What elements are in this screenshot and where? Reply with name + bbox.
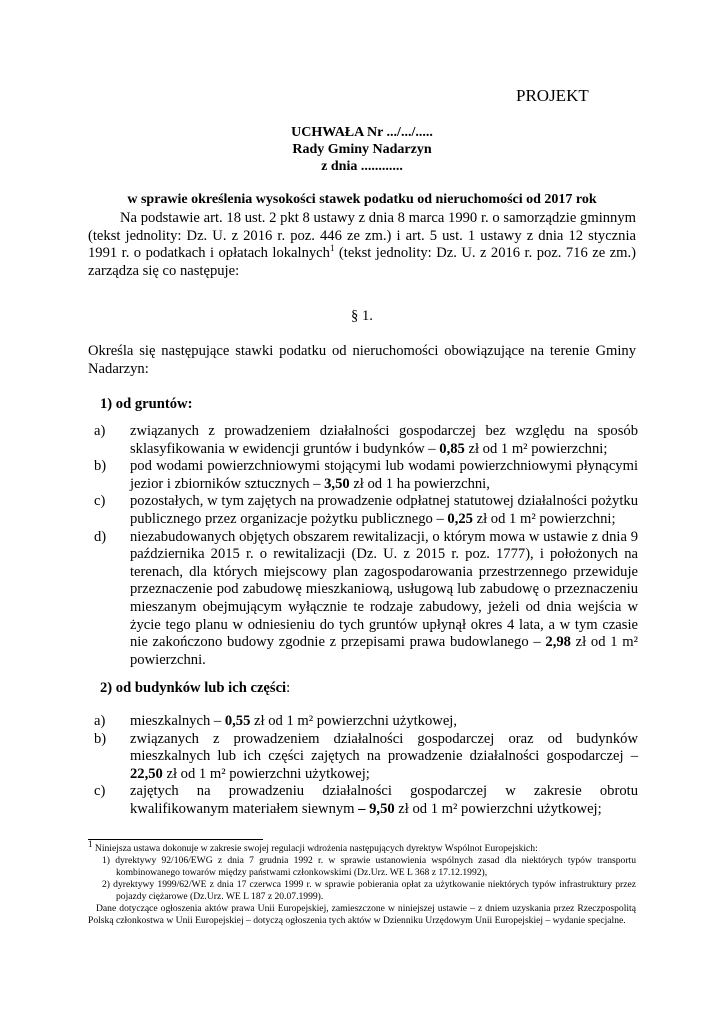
list-item [94, 423, 638, 458]
item-unit: zł od 1 ha powierzchni, [349, 475, 490, 492]
tax-rate: 0,25 [447, 510, 473, 527]
item-text: mieszkalnych – [130, 713, 225, 729]
item-unit: zł od 1 m² powierzchni; [464, 440, 608, 457]
tax-rate: – 9,50 [358, 800, 395, 817]
section-heading-text: 2) od budynków lub ich części [100, 680, 287, 696]
list-marker: d) [94, 528, 107, 545]
item-text: niezabudowanych objętych obszarem rewitalizacji, o którym mowa w ustawie z dnia 9 października 2015 r. o rewitalizacji (Dz. U. z 2015 r. poz. 1777), i położonych na terenach, dla których miejscowy plan zagospodarowania przestrzennego przewiduje przeznaczenie pod zabudowę mieszkaniową, usługową lub zabudowę o przeznaczeniu mieszanym obejmującym wyłącznie te rodzaje zabudowy, jeżeli od dnia wejścia w życie tego planu w odniesieniu do tych gruntów upłynął okres 4 lata, a w tym czasie nie zakończono budowy zgodnie z przepisami prawa budowlanego – [130, 528, 638, 651]
item-text: związanych z prowadzeniem działalności gospodarczej bez względu na sposób sklasyfikowania w ewidencji gruntów i budynków – [130, 423, 638, 457]
paragraph-mark: § 1. [351, 308, 373, 324]
tax-rate: 0,55 [224, 713, 251, 729]
footnote-item: 1) dyrektywy 92/106/EWG z dnia 7 grudnia 1992 r. w sprawie ustanowienia wspólnych zasad dla niektórych typów transportu kombinowanego towarów między państwami członkowskimi (Dz.Urz. WE L 368 z 17.12.1992), [102, 855, 636, 878]
legal-basis-text: Na podstawie art. 18 ust. 2 pkt 8 ustawy z dnia 8 marca 1990 r. o samorządzie gminnym (tekst jednolity: Dz. U. z 2016 r. poz. 446 ze zm.) i art. 5 ust. 1 ustawy z dnia 12 stycznia 1991 r. o podatkach i opłatach lokalnych [88, 210, 636, 262]
item-unit: zł od 1 m² powierzchni użytkowej, [250, 713, 457, 729]
footnote-publication-note: Dane dotyczące ogłoszenia aktów prawa Unii Europejskiej, zamieszczone w niniejszej ustawie – z dniem uzyskania przez Rzeczpospolitą Polską członkostwa w Unii Europejskiej – dotyczą ogłoszenia tych aktów w Dzienniku Urzędowym Unii Europejskiej – wydanie specjalne. [88, 903, 636, 926]
resolution-date: z dnia ............ [321, 159, 403, 174]
item-text: związanych z prowadzeniem działalności gospodarczej oraz od budynków mieszkalnych lub ich części zajętych na prowadzenie działalności gospodarczej – [130, 730, 638, 765]
footnote-item: 2) dyrektywy 1999/62/WE z dnia 17 czerwca 1999 r. w sprawie pobierania opłat za użytkowanie niektórych typów infrastruktury przez pojazdy ciężarowe (Dz.Urz. WE L 187 z 20.07.1999). [102, 879, 636, 902]
list-marker: b) [94, 730, 107, 747]
item-text: pozostałych, w tym zajętych na prowadzenie odpłatnej statutowej działalności pożytku publicznego przez organizacje pożytku publicznego – [130, 493, 638, 527]
resolution-subject: w sprawie określenia wysokości stawek podatku od nieruchomości od 2017 rok [127, 192, 597, 207]
footnote-reference: 1 [329, 243, 335, 254]
tax-rate: 22,50 [130, 765, 163, 782]
lead-paragraph: Określa się następujące stawki podatku od nieruchomości obowiązujące na terenie Gminy Nadarzyn: [88, 343, 636, 377]
resolution-number: UCHWAŁA Nr .../.../..... [291, 125, 433, 140]
building-rates-list [94, 713, 638, 819]
footnote [88, 838, 636, 927]
list-item [94, 783, 638, 818]
tax-rate: 3,50 [324, 475, 350, 492]
footnote-separator [88, 839, 263, 840]
item-unit: zł od 1 m² powierzchni użytkowej; [394, 800, 602, 817]
item-unit: zł od 1 m² powierzchni; [472, 510, 616, 527]
footnote-number: 1 [88, 838, 93, 849]
council-name: Rady Gminy Nadarzyn [292, 142, 432, 157]
projekt-label: PROJEKT [516, 86, 589, 105]
list-item [94, 713, 638, 731]
list-item [94, 731, 638, 784]
list-marker: b) [94, 458, 107, 475]
legal-basis-paragraph [88, 210, 636, 280]
list-marker: a) [94, 423, 106, 439]
list-marker: c) [94, 783, 106, 800]
item-text: pod wodami powierzchniowymi stojącymi lub wodami powierzchniowymi płynącymi jezior i zbiorników sztucznych – [130, 458, 638, 492]
section-heading-colon: : [286, 680, 291, 696]
footnote-intro-text: Niniejsza ustawa dokonuje w zakresie swojej regulacji wdrożenia następujących dyrektyw Wspólnot Europejskich: [92, 843, 538, 854]
section-heading-buildings [100, 680, 290, 697]
land-rates-list [94, 423, 638, 669]
item-unit: zł od 1 m² powierzchni użytkowej; [162, 765, 370, 782]
list-item [94, 458, 638, 493]
list-marker: c) [94, 493, 106, 510]
item-unit: zł od 1 m² powierzchni. [130, 634, 639, 668]
legal-basis-text-end: (tekst jednolity: Dz. U. z 2016 r. poz. 716 ze zm.) zarządza się co następuje: [88, 245, 636, 279]
item-text: zajętych na prowadzeniu działalności gospodarczej w zakresie obrotu kwalifikowanym materiałem siewnym [130, 783, 638, 817]
list-marker: a) [94, 713, 106, 729]
tax-rate: 0,85 [439, 440, 465, 457]
list-item [94, 493, 638, 528]
footnote-intro [88, 838, 636, 855]
section-heading-land: 1) od gruntów: [100, 396, 193, 412]
list-item [94, 529, 638, 670]
tax-rate: 2,98 [545, 634, 571, 651]
